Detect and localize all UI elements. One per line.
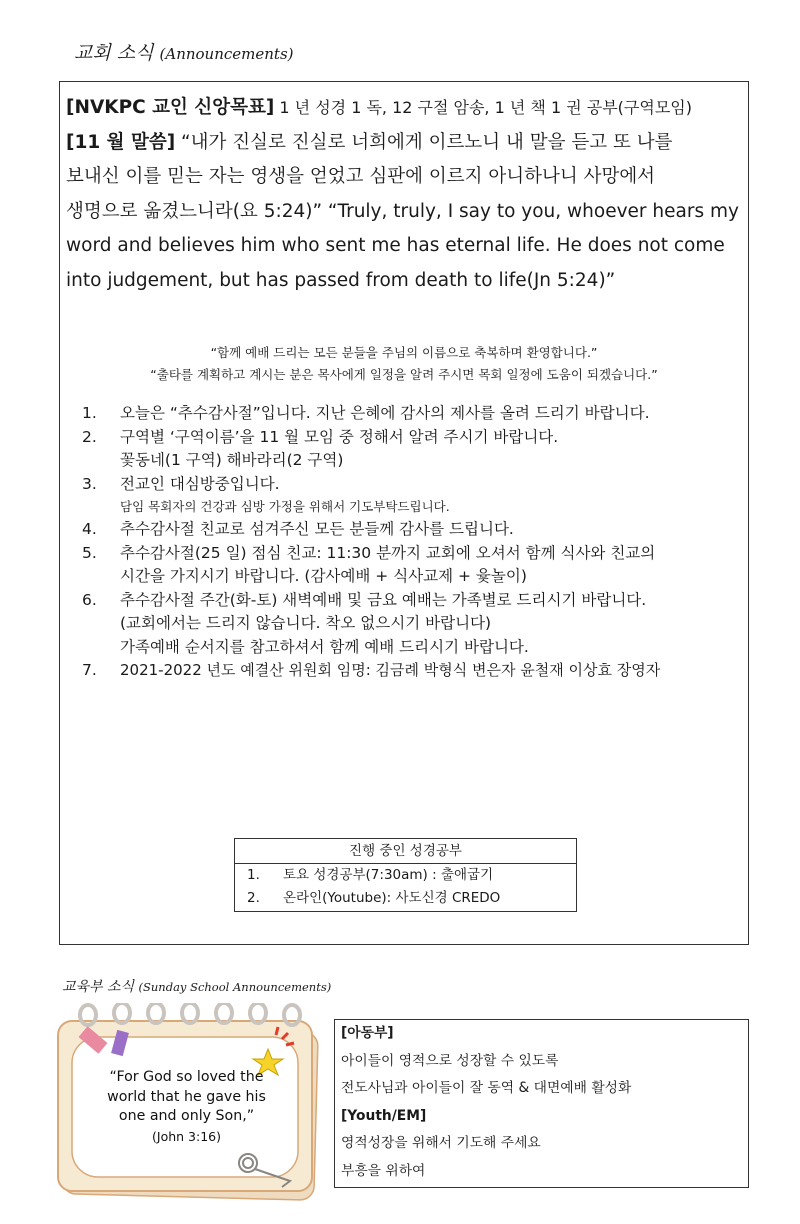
intro-block [66, 91, 742, 298]
verse-line-3: 생명으로 옮겼느니라(요 5:24)” “Truly, truly, I say to you, whoever hears my [66, 200, 739, 222]
children-label: [아동부] [341, 1025, 394, 1041]
announcements-box [59, 81, 749, 945]
youth-label: [Youth/EM] [341, 1107, 427, 1124]
bible-study-header: 진행 중인 성경공부 [235, 839, 576, 864]
announcement-item-5: 5. 추수감사절(25 일) 점심 친교: 11:30 분까지 교회에 오셔서 함께 식사와 친교의 시간을 가지시기 바랍니다. (감사예배 + 식사교제 + 윷놀이) [82, 543, 656, 585]
welcome-line-2: “출타를 계획하고 계시는 분은 목사에게 일정을 알려 주시면 목회 일정에 도움이 되겠습니다.” [150, 367, 658, 382]
bible-study-row: 2. 온라인(Youtube): 사도신경 CREDO [247, 890, 501, 906]
verse-line-4: word and believes him who sent me has eternal life. He does not come [66, 235, 725, 256]
sunday-school-title [62, 976, 331, 996]
goal-line [66, 91, 742, 126]
welcome-message [60, 342, 748, 386]
verse-line-5: into judgement, but has passed from death to life(Jn 5:24)” [66, 269, 616, 291]
youth-line-2: 부흥을 위하여 [341, 1162, 426, 1179]
announcements-title-ko: 교회 소식 [74, 42, 154, 64]
sunday-school-title-ko: 교육부 소식 [62, 979, 135, 995]
goal-text: 1 년 성경 1 독, 12 구절 암송, 1 년 책 1 권 공부(구역모임) [274, 98, 692, 117]
goal-label: [NVKPC 교인 신앙목표] [66, 97, 275, 118]
announcements-title-en: (Announcements) [159, 45, 294, 63]
announcement-list [82, 402, 740, 683]
sunday-school-box [334, 1019, 749, 1188]
sunday-school-title-en: (Sunday School Announcements) [138, 980, 332, 994]
card-verse: “For God so loved the world that he gave his one and only Son,” (John 3:16) [83, 1068, 290, 1146]
verse-line-1: [11 월 말씀] “내가 진실로 진실로 너희에게 이르노니 내 말을 듣고 또 나를 [66, 131, 673, 153]
card-verse-reference: (John 3:16) [152, 1128, 221, 1144]
verse-label: [11 월 말씀] [66, 131, 176, 153]
announcement-item-4: 4. 추수감사절 친교로 섬겨주신 모든 분들께 감사를 드립니다. [82, 520, 514, 538]
welcome-line-1: “함께 예배 드리는 모든 분들을 주님의 이름으로 축복하며 환영합니다.” [210, 345, 598, 360]
bible-study-row: 1. 토요 성경공부(7:30am) : 출애굽기 [247, 867, 494, 883]
announcement-item-2: 2. 구역별 ‘구역이름’을 11 월 모임 중 정해서 알려 주시기 바랍니다. 꽃동네(1 구역) 해바라리(2 구역) [82, 427, 559, 469]
youth-line-1: 영적성장을 위해서 기도해 주세요 [341, 1135, 541, 1151]
announcement-item-7: 7. 2021-2022 년도 예결산 위원회 임명: 김금례 박형식 변은자 윤철재 이상효 장영자 [82, 661, 661, 679]
announcement-item-6: 6. 추수감사절 주간(화-토) 새벽예배 및 금요 예배는 가족별로 드리시기 바랍니다. (교회에서는 드리지 않습니다. 착오 없으시기 바랍니다) 가족예배 순서지를 참고하셔서 함께 예배 드리시기 바랍니다. [82, 590, 647, 656]
children-line-2: 전도사님과 아이들이 잘 동역 & 대면예배 활성화 [341, 1080, 632, 1096]
bible-study-table [234, 838, 577, 912]
announcements-title [74, 38, 294, 65]
announcement-item-3: 3. 전교인 대심방중입니다. 담임 목회자의 건강과 심방 가정을 위해서 기도부탁드립니다. [82, 474, 450, 514]
children-line-1: 아이들이 영적으로 성장할 수 있도록 [341, 1052, 559, 1069]
announcement-item-1: 1. 오늘은 “추수감사절”입니다. 지난 은혜에 감사의 제사를 올려 드리기 바랍니다. [82, 404, 650, 422]
verse-line-2: 보내신 이를 믿는 자는 영생을 얻었고 심판에 이르지 아니하나니 사망에서 [66, 166, 656, 187]
